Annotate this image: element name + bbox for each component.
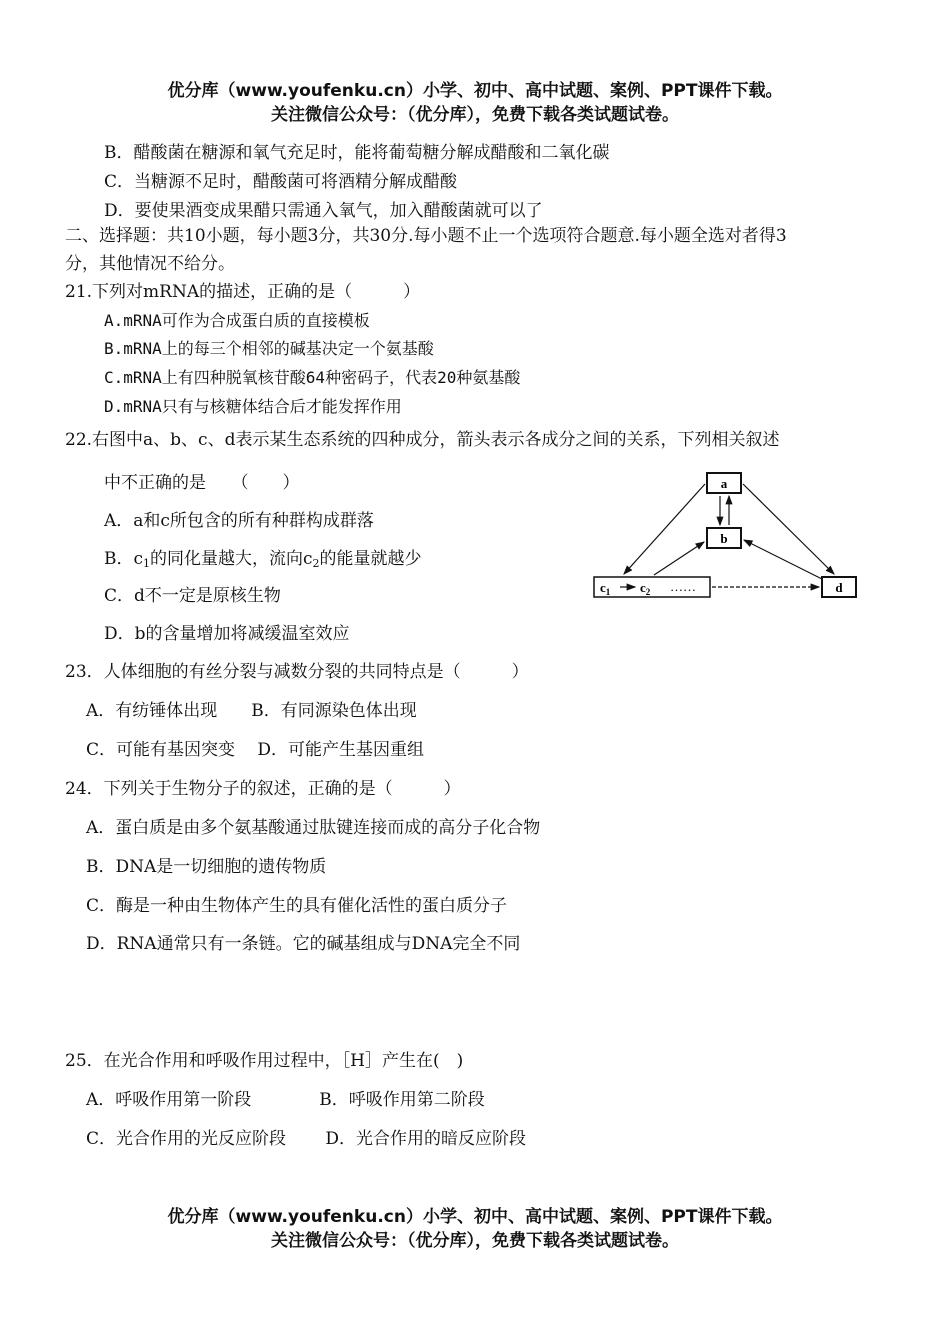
q21-option-c: C.mRNA上有四种脱氧核苷酸64种密码子，代表20种氨基酸 <box>104 368 521 387</box>
q22-option-b: B．$c_1$的同化量越大，流向$c_2$的能量就越少 <box>104 549 422 570</box>
q22-option-a: A．a和c所包含的所有种群构成群落 <box>104 511 374 531</box>
q22-option-d: D．b的含量增加将减缓温室效应 <box>104 624 350 644</box>
q25-stem: 25．在光合作用和呼吸作用过程中，［H］产生在( ) <box>65 1051 464 1071</box>
q24-option-b: B．DNA是一切细胞的遗传物质 <box>86 857 327 877</box>
q22-stem-cont: 中不正确的是 （ ） <box>104 473 300 493</box>
node-d-label: d <box>835 580 843 595</box>
arrow-a-to-c <box>624 484 705 574</box>
q21-option-a: A.mRNA可作为合成蛋白质的直接模板 <box>104 311 370 330</box>
section-2-heading-cont: 分，其他情况不给分。 <box>65 254 235 274</box>
q25-options-ab: A．呼吸作用第一阶段 B．呼吸作用第二阶段 <box>86 1090 485 1110</box>
footer-line-2: 关注微信公众号：（优分库），免费下载各类试题试卷。 <box>271 1231 679 1251</box>
q24-option-a: A．蛋白质是由多个氨基酸通过肽键连接而成的高分子化合物 <box>86 818 541 838</box>
node-c2-label: $c_2$ <box>640 580 651 597</box>
prev-option-d: D．要使果酒变成果醋只需通入氧气，加入醋酸菌就可以了 <box>104 201 543 221</box>
q24-option-d: D．RNA通常只有一条链。它的碱基组成与DNA完全不同 <box>86 934 521 954</box>
header-line-1: 优分库（www.youfenku.cn）小学、初中、高中试题、案例、PPT课件下载。 <box>167 81 783 101</box>
node-c1-label: $c_1$ <box>600 580 611 597</box>
header-line-2: 关注微信公众号：（优分库），免费下载各类试题试卷。 <box>271 105 679 125</box>
q25-options-cd: C．光合作用的光反应阶段 D．光合作用的暗反应阶段 <box>86 1129 527 1149</box>
arrow-c-to-b <box>654 542 704 575</box>
q23-stem: 23．人体细胞的有丝分裂与减数分裂的共同特点是（ ） <box>65 662 529 682</box>
arrow-d-to-b <box>744 540 822 579</box>
section-2-heading: 二、选择题：共10小题，每小题3分，共30分.每小题不止一个选项符合题意.每小题全选对者得3 <box>65 226 787 246</box>
ecosystem-diagram <box>590 468 865 608</box>
q23-options-cd: C．可能有基因突变 D．可能产生基因重组 <box>86 740 425 760</box>
node-c-dots: …… <box>670 579 696 594</box>
node-a-label: a <box>720 476 728 491</box>
q22-option-c: C．d不一定是原核生物 <box>104 586 281 606</box>
node-b-label: b <box>720 531 728 546</box>
footer-line-1: 优分库（www.youfenku.cn）小学、初中、高中试题、案例、PPT课件下载。 <box>167 1207 783 1227</box>
prev-option-c: C．当糖源不足时，醋酸菌可将酒精分解成醋酸 <box>104 172 458 192</box>
q23-options-ab: A．有纺锤体出现 B．有同源染色体出现 <box>86 701 417 721</box>
q21-option-b: B.mRNA上的每三个相邻的碱基决定一个氨基酸 <box>104 339 434 358</box>
q24-stem: 24．下列关于生物分子的叙述，正确的是（ ） <box>65 779 461 799</box>
q24-option-c: C．酶是一种由生物体产生的具有催化活性的蛋白质分子 <box>86 896 508 916</box>
arrow-a-to-d <box>743 484 834 574</box>
q21-stem: 21.下列对mRNA的描述，正确的是（ ） <box>65 282 421 302</box>
prev-option-b: B．醋酸菌在糖源和氧气充足时，能将葡萄糖分解成醋酸和二氧化碳 <box>104 143 610 163</box>
q21-option-d: D.mRNA只有与核糖体结合后才能发挥作用 <box>104 397 402 416</box>
q22-stem: 22.右图中a、b、c、d表示某生态系统的四种成分，箭头表示各成分之间的关系，下列相关叙述 <box>65 430 780 450</box>
